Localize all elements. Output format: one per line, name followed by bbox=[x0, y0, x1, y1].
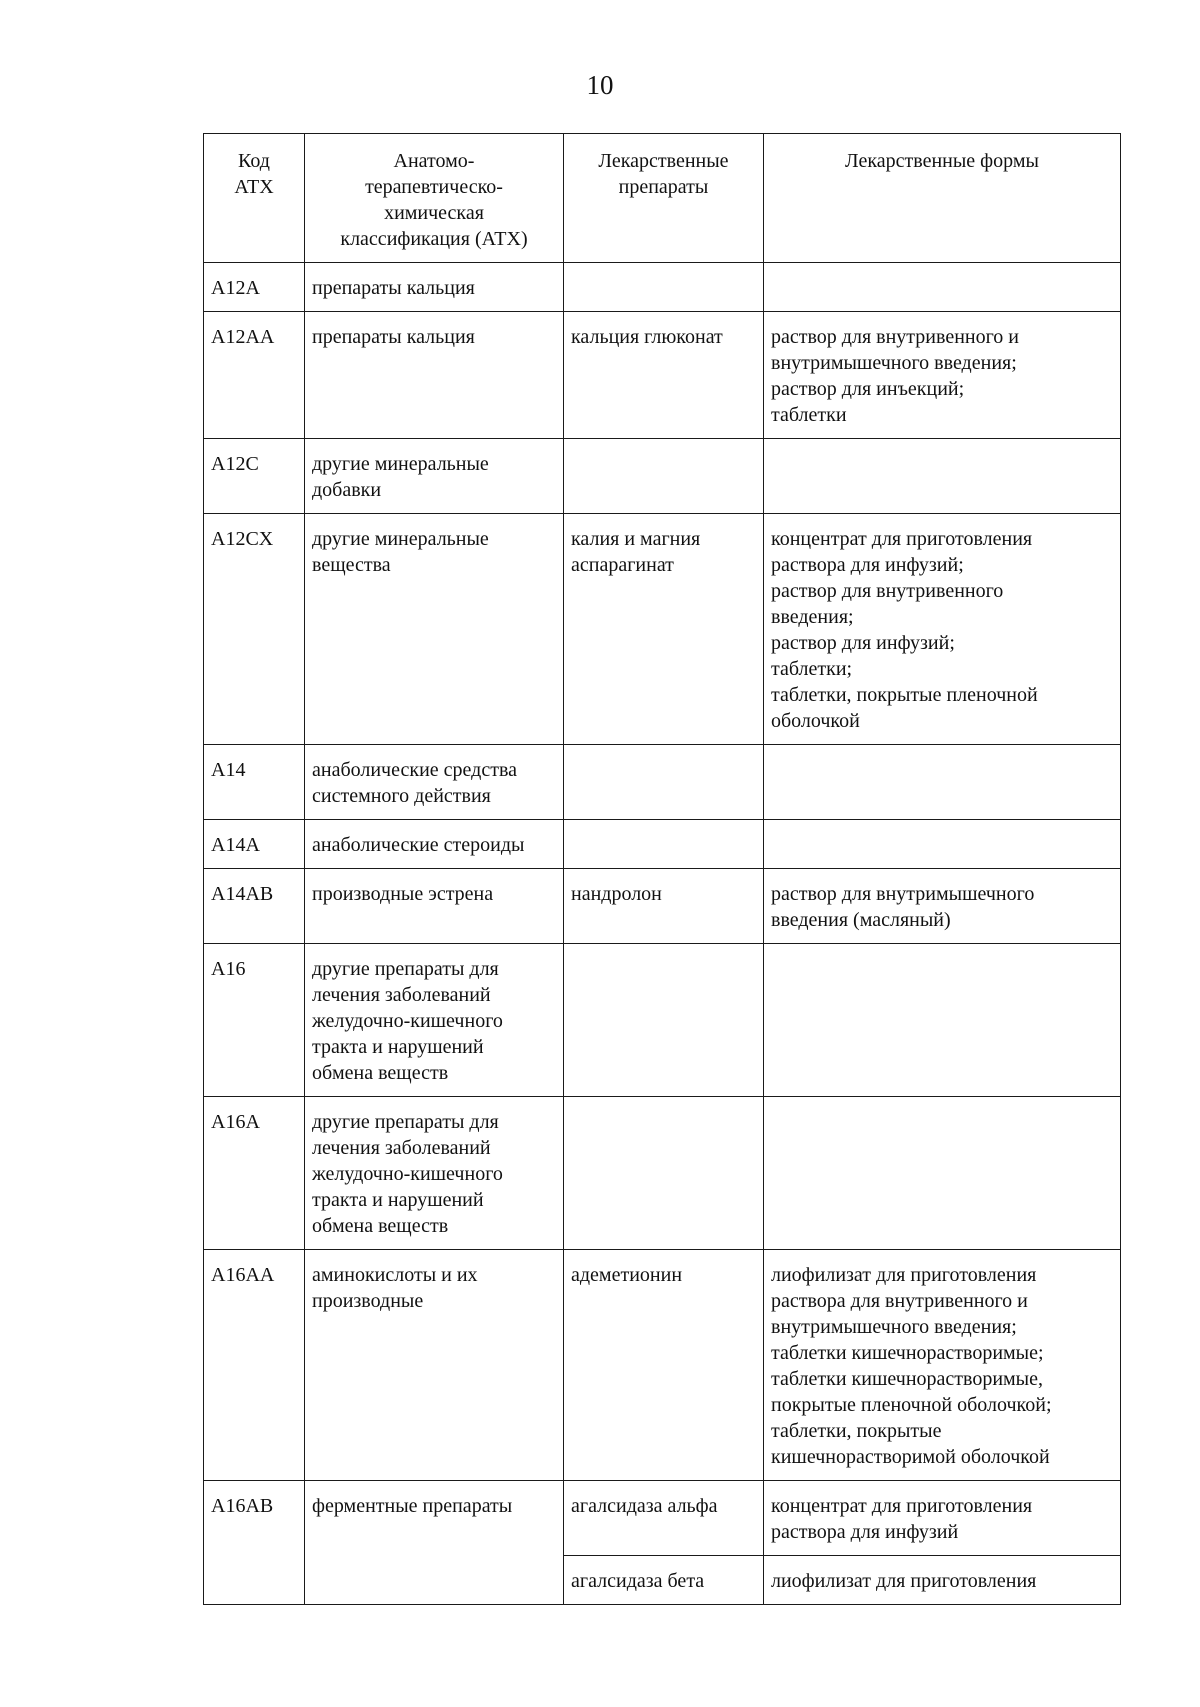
dosage-form-line: лиофилизат для приготовления bbox=[771, 1264, 1037, 1286]
dosage-form-line: концентрат для приготовления bbox=[771, 1495, 1033, 1517]
atc-code-cell: A16A bbox=[204, 1097, 305, 1250]
dosage-form-line: раствора для внутривенного и bbox=[771, 1290, 1028, 1312]
header-line: химическая bbox=[384, 202, 484, 224]
dosage-form-line: таблетки, покрытые bbox=[771, 1420, 942, 1442]
dosage-form-line: таблетки; bbox=[771, 658, 853, 680]
dosage-forms-cell bbox=[764, 514, 1121, 745]
table-row bbox=[204, 1097, 1121, 1250]
dosage-form-line: раствора для инфузий; bbox=[771, 554, 964, 576]
drug-name-cell bbox=[564, 1481, 764, 1556]
table-body bbox=[204, 263, 1121, 1605]
table-row bbox=[204, 439, 1121, 514]
drug-line: аспарагинат bbox=[571, 554, 674, 576]
classification-line: аминокислоты и их bbox=[312, 1264, 478, 1286]
atc-code-cell: A16AA bbox=[204, 1250, 305, 1481]
classification-line: лечения заболеваний bbox=[312, 1137, 491, 1159]
dosage-forms-cell bbox=[764, 745, 1121, 820]
drug-name-cell bbox=[564, 1097, 764, 1250]
dosage-form-line: внутримышечного введения; bbox=[771, 1316, 1017, 1338]
atc-classification-cell bbox=[305, 312, 564, 439]
drug-name-cell bbox=[564, 1250, 764, 1481]
dosage-forms-cell bbox=[764, 820, 1121, 869]
dosage-forms-cell bbox=[764, 869, 1121, 944]
dosage-form-line: таблетки кишечнорастворимые; bbox=[771, 1342, 1044, 1364]
dosage-form-line: внутримышечного введения; bbox=[771, 352, 1017, 374]
classification-line: другие минеральные bbox=[312, 528, 489, 550]
dosage-form-line: раствор для внутримышечного bbox=[771, 883, 1035, 905]
dosage-form-line: раствор для внутривенного bbox=[771, 580, 1004, 602]
header-drugs bbox=[564, 134, 764, 263]
dosage-form-line: раствор для инъекций; bbox=[771, 378, 965, 400]
atc-classification-cell bbox=[305, 944, 564, 1097]
classification-line: обмена веществ bbox=[312, 1062, 449, 1084]
atc-classification-cell bbox=[305, 745, 564, 820]
classification-line: желудочно-кишечного bbox=[312, 1163, 503, 1185]
classification-line: тракта и нарушений bbox=[312, 1036, 484, 1058]
dosage-form-line: концентрат для приготовления bbox=[771, 528, 1033, 550]
atc-drug-table bbox=[203, 133, 1121, 1605]
drug-name-cell bbox=[564, 439, 764, 514]
classification-line: анаболические средства bbox=[312, 759, 517, 781]
classification-line: желудочно-кишечного bbox=[312, 1010, 503, 1032]
classification-line: препараты кальция bbox=[312, 326, 475, 348]
dosage-form-line: введения; bbox=[771, 606, 854, 628]
atc-code-cell: A14AB bbox=[204, 869, 305, 944]
atc-code-cell: A14 bbox=[204, 745, 305, 820]
header-line: классификация (АТХ) bbox=[340, 228, 528, 250]
table-row bbox=[204, 944, 1121, 1097]
atc-classification-cell bbox=[305, 820, 564, 869]
atc-code-cell: A16AB bbox=[204, 1481, 305, 1605]
dosage-form-line: раствора для инфузий bbox=[771, 1521, 959, 1543]
header-line: Лекарственные формы bbox=[845, 150, 1039, 172]
atc-classification-cell bbox=[305, 1250, 564, 1481]
dosage-form-line: таблетки bbox=[771, 404, 847, 426]
dosage-form-line: раствор для инфузий; bbox=[771, 632, 955, 654]
dosage-form-line: кишечнорастворимой оболочкой bbox=[771, 1446, 1050, 1468]
drug-name-cell bbox=[564, 820, 764, 869]
classification-line: анаболические стероиды bbox=[312, 834, 525, 856]
drug-line: кальция глюконат bbox=[571, 326, 723, 348]
dosage-forms-cell bbox=[764, 1097, 1121, 1250]
drug-name-cell bbox=[564, 514, 764, 745]
classification-line: производные bbox=[312, 1290, 424, 1312]
atc-classification-cell bbox=[305, 1097, 564, 1250]
dosage-form-line: оболочкой bbox=[771, 710, 860, 732]
classification-line: системного действия bbox=[312, 785, 491, 807]
atc-classification-cell bbox=[305, 869, 564, 944]
table-row bbox=[204, 312, 1121, 439]
atc-code-cell: A12CX bbox=[204, 514, 305, 745]
classification-line: вещества bbox=[312, 554, 391, 576]
table-row bbox=[204, 820, 1121, 869]
header-atc-code bbox=[204, 134, 305, 263]
table-row bbox=[204, 263, 1121, 312]
drug-line: агалсидаза бета bbox=[571, 1570, 705, 1592]
classification-line: другие минеральные bbox=[312, 453, 489, 475]
classification-line: препараты кальция bbox=[312, 277, 475, 299]
dosage-forms-cell bbox=[764, 1481, 1121, 1556]
table-row bbox=[204, 745, 1121, 820]
atc-classification-cell bbox=[305, 514, 564, 745]
atc-code-cell: A16 bbox=[204, 944, 305, 1097]
atc-code-cell: A12A bbox=[204, 263, 305, 312]
header-line: АТХ bbox=[234, 176, 274, 198]
drug-name-cell bbox=[564, 263, 764, 312]
header-line: Код bbox=[238, 150, 270, 172]
classification-line: добавки bbox=[312, 479, 382, 501]
drug-line: нандролон bbox=[571, 883, 662, 905]
dosage-form-line: лиофилизат для приготовления bbox=[771, 1570, 1037, 1592]
classification-line: тракта и нарушений bbox=[312, 1189, 484, 1211]
atc-classification-cell bbox=[305, 263, 564, 312]
header-atc-classification bbox=[305, 134, 564, 263]
dosage-form-line: таблетки кишечнорастворимые, bbox=[771, 1368, 1043, 1390]
drug-line: агалсидаза альфа bbox=[571, 1495, 718, 1517]
header-line: препараты bbox=[618, 176, 709, 198]
dosage-forms-cell bbox=[764, 944, 1121, 1097]
atc-code-cell: A14A bbox=[204, 820, 305, 869]
drug-line: адеметионин bbox=[571, 1264, 683, 1286]
classification-line: обмена веществ bbox=[312, 1215, 449, 1237]
drug-line: калия и магния bbox=[571, 528, 701, 550]
page-number: 10 bbox=[586, 70, 614, 100]
atc-classification-cell bbox=[305, 439, 564, 514]
classification-line: лечения заболеваний bbox=[312, 984, 491, 1006]
atc-code-cell: A12AA bbox=[204, 312, 305, 439]
dosage-forms-cell bbox=[764, 312, 1121, 439]
header-dosage-forms bbox=[764, 134, 1121, 263]
header-line: Анатомо- bbox=[393, 150, 475, 172]
classification-line: ферментные препараты bbox=[312, 1495, 513, 1517]
atc-classification-cell bbox=[305, 1481, 564, 1605]
dosage-forms-cell bbox=[764, 1556, 1121, 1605]
classification-line: производные эстрена bbox=[312, 883, 494, 905]
table-row bbox=[204, 514, 1121, 745]
classification-line: другие препараты для bbox=[312, 1111, 499, 1133]
header-line: Лекарственные bbox=[598, 150, 729, 172]
drug-name-cell bbox=[564, 1556, 764, 1605]
dosage-forms-cell bbox=[764, 439, 1121, 514]
drug-name-cell bbox=[564, 745, 764, 820]
dosage-form-line: раствор для внутривенного и bbox=[771, 326, 1020, 348]
dosage-form-line: введения (масляный) bbox=[771, 909, 951, 931]
drug-name-cell bbox=[564, 944, 764, 1097]
dosage-forms-cell bbox=[764, 263, 1121, 312]
table-row bbox=[204, 869, 1121, 944]
drug-name-cell bbox=[564, 869, 764, 944]
table-row bbox=[204, 1250, 1121, 1481]
dosage-form-line: таблетки, покрытые пленочной bbox=[771, 684, 1038, 706]
classification-line: другие препараты для bbox=[312, 958, 499, 980]
drug-name-cell bbox=[564, 312, 764, 439]
atc-code-cell: A12C bbox=[204, 439, 305, 514]
dosage-form-line: покрытые пленочной оболочкой; bbox=[771, 1394, 1052, 1416]
header-line: терапевтическо- bbox=[365, 176, 503, 198]
dosage-forms-cell bbox=[764, 1250, 1121, 1481]
table-row bbox=[204, 1481, 1121, 1556]
table-header-row bbox=[204, 134, 1121, 263]
